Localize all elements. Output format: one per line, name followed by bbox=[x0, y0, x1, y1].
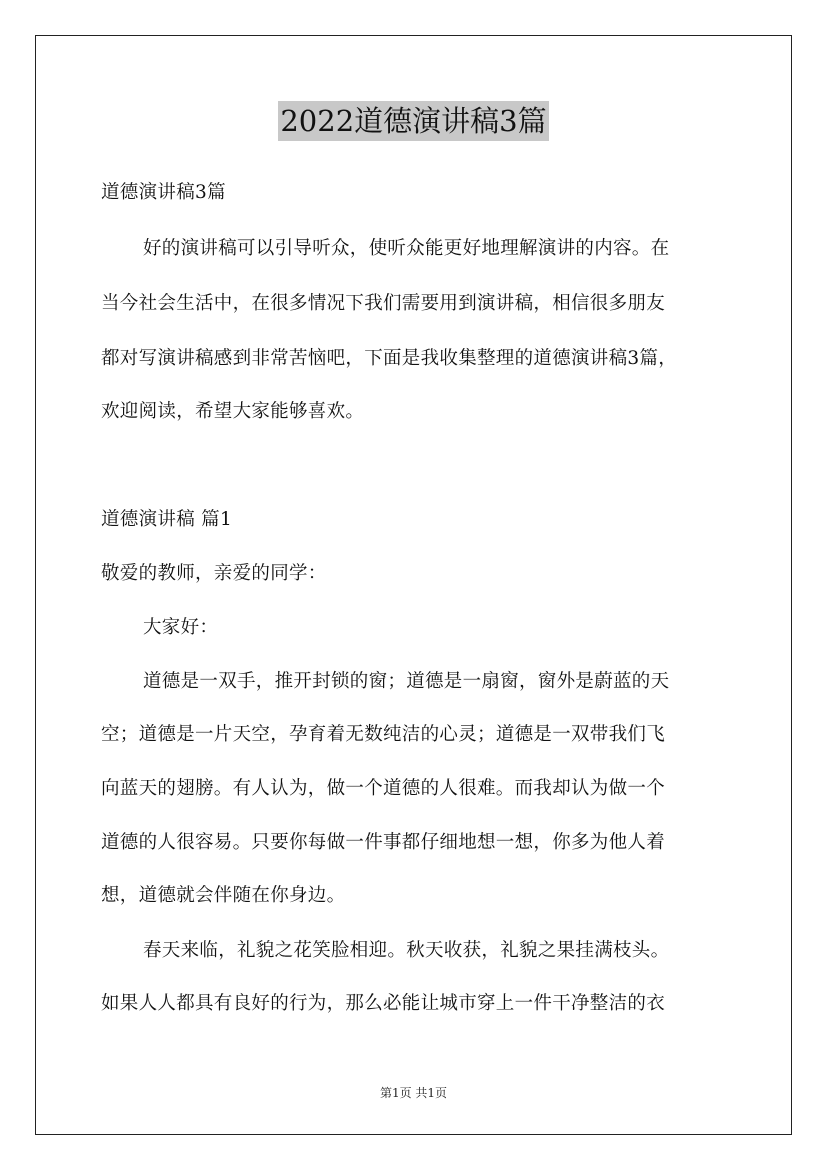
intro-line-3: 都对写演讲稿感到非常苦恼吧，下面是我收集整理的道德演讲稿3篇， bbox=[101, 348, 678, 369]
subtitle-heading: 道德演讲稿3篇 bbox=[101, 182, 226, 203]
section-heading: 道德演讲稿 篇1 bbox=[101, 509, 233, 530]
paragraph-1-line-5: 想，道德就会伴随在你身边。 bbox=[101, 885, 346, 906]
paragraph-1-line-1: 道德是一双手，推开封锁的窗；道德是一扇窗，窗外是蔚蓝的天 bbox=[143, 671, 670, 692]
intro-line-1: 好的演讲稿可以引导听众，使听众能更好地理解演讲的内容。在 bbox=[143, 238, 670, 259]
page-footer: 第1页 共1页 bbox=[379, 1086, 448, 1100]
paragraph-1-line-2: 空；道德是一片天空，孕育着无数纯洁的心灵；道德是一双带我们飞 bbox=[101, 724, 666, 745]
document-title: 2022道德演讲稿3篇 bbox=[278, 101, 548, 141]
salutation: 敬爱的教师，亲爱的同学： bbox=[101, 563, 327, 584]
title-container bbox=[0, 101, 827, 141]
intro-line-2: 当今社会生活中，在很多情况下我们需要用到演讲稿，相信很多朋友 bbox=[101, 293, 666, 314]
intro-line-4: 欢迎阅读，希望大家能够喜欢。 bbox=[101, 401, 365, 422]
paragraph-1-line-3: 向蓝天的翅膀。有人认为，做一个道德的人很难。而我却认为做一个 bbox=[101, 778, 666, 799]
paragraph-2-line-2: 如果人人都具有良好的行为，那么必能让城市穿上一件干净整洁的衣 bbox=[101, 993, 666, 1014]
greeting: 大家好： bbox=[143, 617, 219, 638]
paragraph-2-line-1: 春天来临，礼貌之花笑脸相迎。秋天收获，礼貌之果挂满枝头。 bbox=[143, 940, 670, 961]
paragraph-1-line-4: 道德的人很容易。只要你每做一件事都仔细地想一想，你多为他人着 bbox=[101, 832, 666, 853]
